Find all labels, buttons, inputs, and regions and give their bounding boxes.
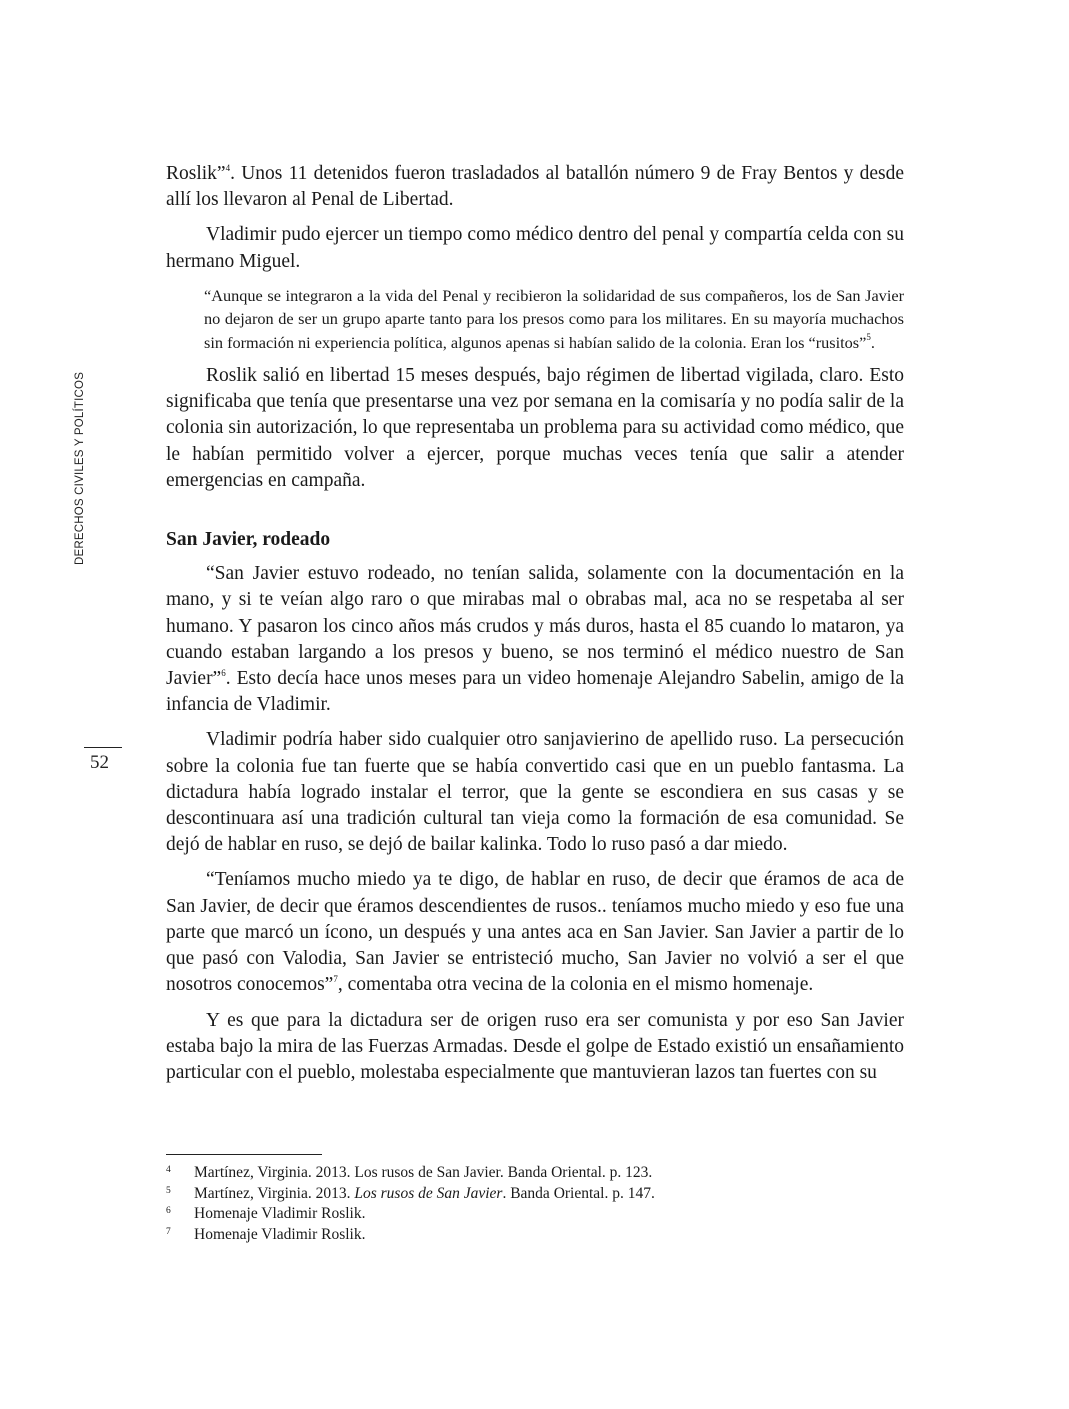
footnote-text: Homenaje Vladimir Roslik. [194,1205,366,1222]
footnote-item [166,1225,904,1246]
book-title: Los rusos de San Javier [354,1184,503,1202]
footnote-ref-7[interactable]: 7 [333,974,338,985]
block-quote: “Aunque se integraron a la vida del Penal y recibieron la solidaridad de sus compañeros, los de San Javier no dejaron de ser un grupo aparte tanto para los presos como para los militares. En su mayoría muchachos sin formación ni experiencia política, algunos apenas si habían salido de la colonia. Eran los “rusitos”$^5$. [204,285,904,352]
paragraph: “Teníamos mucho miedo ya te digo, de hablar en ruso, de decir que éramos de aca de San Javier, de decir que éramos descendientes de rusos.. teníamos mucho miedo y eso fue una parte que marcó un ícono, un después y una antes aca en San Javier. San Javier a partir de lo que pasó con Valodia, San Javier se entristeció mucho, San Javier no volvió a ser el que nosotros conocemos”$^7$, comentaba otra vecina de la colonia en el mismo homenaje. [166,869,904,996]
footnote-text: Martínez, Virginia. 2013. Los rusos de San Javier. Banda Oriental. p. 147. [194,1184,655,1202]
section-heading: San Javier, rodeado [166,529,331,551]
footnote-text: Homenaje Vladimir Roslik. [194,1225,366,1243]
footnote-mark: 5 [166,1185,171,1196]
paragraph-continuation: Roslik”$^4$. Unos 11 detenidos fueron trasladados al batallón número 9 de Fray Bentos y desde allí los llevaron al Penal de Libertad. [166,163,904,211]
page-number-rule [84,747,122,748]
page-number: 52 [90,752,109,773]
footnote-ref-6[interactable]: 6 [221,668,226,679]
footnote-item [166,1204,904,1225]
footnote-mark: 6 [166,1206,171,1216]
paragraph: Y es que para la dictadura ser de origen ruso era ser comunista y por eso San Javier estaba bajo la mira de las Fuerzas Armadas. Desde el golpe de Estado existió un ensañamiento particular con el pueblo, molestaba especialmente que mantuvieran lazos tan fuertes con su [166,1009,904,1083]
paragraph: Vladimir pudo ejercer un tiempo como médico dentro del penal y compartía celda con su hermano Miguel. [166,224,904,272]
footnote-ref-4[interactable]: 4 [225,163,231,173]
footnote-rule [166,1154,322,1155]
paragraph: Vladimir podría haber sido cualquier otro sanjavierino de apellido ruso. La persecución sobre la colonia fue tan fuerte que se había convertido casi que en un pueblo fantasma. La dictadura había logrado instalar el terror, que la gente se escondiera en sus casas y se descontinuara así una tradición cultural tan vieja como la formación de esa comunidad. Se dejó de hablar en ruso, se dejó de bailar kalinka. Todo lo ruso pasó a dar miedo. [166,729,904,856]
footnote-mark: 7 [166,1226,171,1237]
footnote-ref-5[interactable]: 5 [866,331,871,342]
paragraph: “San Javier estuvo rodeado, no tenían salida, solamente con la documentación en la mano, y si te veían algo raro o que mirabas mal o obrabas mal, aca no se respetaba al ser humano. Y pasaron los cinco años más crudos y más duros, hasta el 85 cuando lo mataron, ya cuando estaban largando a los presos y bueno, se nos terminó el médico nuestro de San Javier”$^6$. Esto decía hace unos meses para un video homenaje Alejandro Sabelin, amigo de la infancia de Vladimir. [166,563,904,716]
paragraph: Roslik salió en libertad 15 meses después, bajo régimen de libertad vigilada, claro. Esto significaba que tenía que presentarse una vez por semana en la comisaría y no podía salir de la colonia sin autorización, lo que representaba un problema para su actividad como médico, que le habían permitido volver a ejercer, porque muchas veces tenía que salir a atender emergencias en campaña. [166,365,904,491]
footnote-item [166,1184,904,1205]
footnote-text: Martínez, Virginia. 2013. Los rusos de San Javier. Banda Oriental. p. 123. [194,1164,653,1181]
footnote-item [166,1163,904,1184]
body-text [166,161,904,1095]
footnotes [166,1163,904,1245]
running-header-section: DERECHOS CIVILES Y POLÍTICOS [74,371,86,565]
footnote-mark: 4 [166,1165,171,1175]
